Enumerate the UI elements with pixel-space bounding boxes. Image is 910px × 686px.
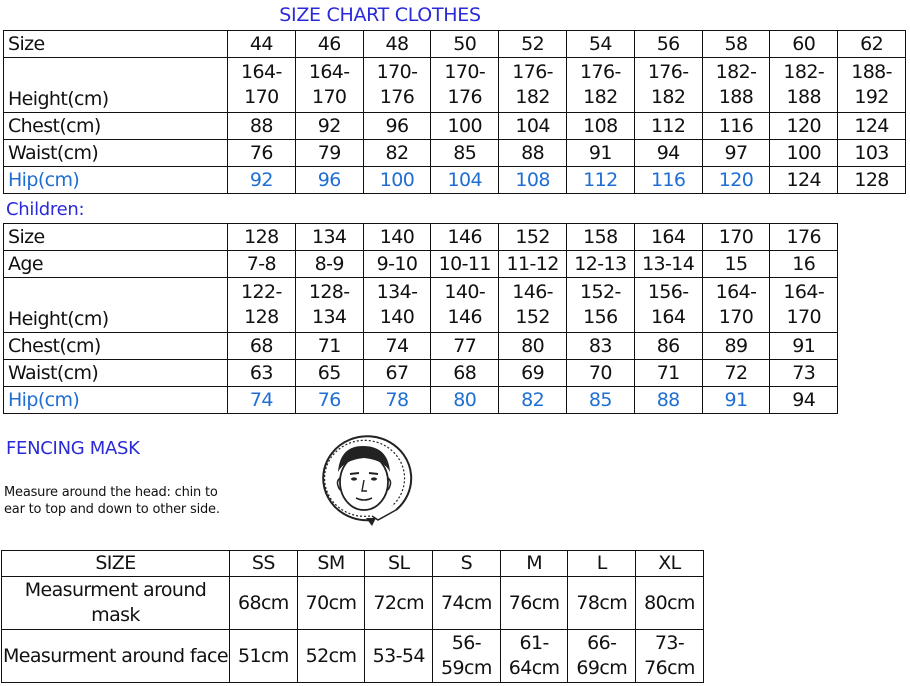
mask-cell: 52cm — [297, 630, 365, 683]
mask-cell: 72cm — [365, 577, 433, 630]
adult-size-table — [3, 30, 906, 194]
adult-table-cell: 182- 188 — [702, 58, 770, 113]
mask-cell: 61- 64cm — [500, 630, 568, 683]
adult-table-cell: 96 — [295, 167, 363, 194]
children-table-cell: 122- 128 — [228, 278, 296, 333]
mask-cell: 76cm — [500, 577, 568, 630]
adult-table-cell: 124 — [770, 167, 838, 194]
children-table-cell: 140- 146 — [431, 278, 499, 333]
adult-table-cell: 88 — [499, 140, 567, 167]
children-table-cell: 86 — [634, 333, 702, 360]
children-table-cell: 13-14 — [634, 251, 702, 278]
adult-table-cell: 100 — [770, 140, 838, 167]
adult-table-cell: 96 — [363, 113, 431, 140]
adult-table-cell: 94 — [634, 140, 702, 167]
mask-cell: 78cm — [568, 577, 636, 630]
children-table-row-label: Hip(cm) — [4, 387, 228, 414]
children-table-cell: 11-12 — [499, 251, 567, 278]
adult-table-cell: 82 — [363, 140, 431, 167]
mask-size-column-header: XL — [636, 551, 704, 577]
children-table-cell: 78 — [363, 387, 431, 414]
children-table-cell: 176 — [770, 224, 838, 251]
adult-table-cell: 120 — [770, 113, 838, 140]
adult-table-row — [4, 58, 906, 113]
adult-table-cell: 54 — [566, 31, 634, 58]
adult-table-cell: 170- 176 — [431, 58, 499, 113]
children-table-cell: 128- 134 — [295, 278, 363, 333]
adult-table-cell: 176- 182 — [634, 58, 702, 113]
children-table-cell: 156- 164 — [634, 278, 702, 333]
adult-table-cell: 112 — [566, 167, 634, 194]
adult-table-cell: 164- 170 — [295, 58, 363, 113]
children-table-row — [4, 224, 838, 251]
adult-table-cell: 108 — [566, 113, 634, 140]
children-table-cell: 146- 152 — [499, 278, 567, 333]
children-table-cell: 170 — [702, 224, 770, 251]
adult-table-cell: 124 — [838, 113, 906, 140]
adult-table-cell: 182- 188 — [770, 58, 838, 113]
children-table-cell: 85 — [566, 387, 634, 414]
children-table-cell: 152- 156 — [566, 278, 634, 333]
children-table-cell: 94 — [770, 387, 838, 414]
adult-table-row-label: Hip(cm) — [4, 167, 228, 194]
adult-table-cell: 120 — [702, 167, 770, 194]
adult-table-cell: 116 — [702, 113, 770, 140]
adult-table-cell: 76 — [228, 140, 296, 167]
children-table-row — [4, 278, 838, 333]
mask-size-column-header: L — [568, 551, 636, 577]
children-table-cell: 134 — [295, 224, 363, 251]
adult-table-row — [4, 31, 906, 58]
measure-instruction: Measure around the head: chin to ear to top and down to other side. — [4, 485, 220, 517]
children-table-cell: 71 — [295, 333, 363, 360]
mask-cell: 73- 76cm — [636, 630, 704, 683]
children-table-cell: 73 — [770, 360, 838, 387]
children-table-cell: 74 — [228, 387, 296, 414]
children-table-cell: 80 — [499, 333, 567, 360]
children-table-cell: 146 — [431, 224, 499, 251]
children-table-cell: 134- 140 — [363, 278, 431, 333]
adult-table-cell: 108 — [499, 167, 567, 194]
children-table-cell: 71 — [634, 360, 702, 387]
children-table-cell: 69 — [499, 360, 567, 387]
adult-table-cell: 100 — [363, 167, 431, 194]
children-table-cell: 164 — [634, 224, 702, 251]
children-table-row — [4, 387, 838, 414]
mask-header-row — [2, 551, 704, 577]
children-table-row-label: Height(cm) — [4, 278, 228, 333]
children-table-cell: 140 — [363, 224, 431, 251]
adult-table-row — [4, 140, 906, 167]
mask-size-column-header: SL — [365, 551, 433, 577]
children-table-cell: 164- 170 — [702, 278, 770, 333]
children-table-cell: 15 — [702, 251, 770, 278]
children-table-row — [4, 360, 838, 387]
adult-table-cell: 128 — [838, 167, 906, 194]
children-table-cell: 128 — [228, 224, 296, 251]
mask-size-column-header: S — [433, 551, 501, 577]
children-table-row — [4, 333, 838, 360]
children-table-cell: 76 — [295, 387, 363, 414]
children-table-cell: 68 — [228, 333, 296, 360]
children-table-cell: 158 — [566, 224, 634, 251]
adult-table-cell: 176- 182 — [499, 58, 567, 113]
adult-table-cell: 104 — [499, 113, 567, 140]
mask-row-label: Measurment around face — [2, 630, 230, 683]
adult-table-cell: 60 — [770, 31, 838, 58]
adult-table-cell: 46 — [295, 31, 363, 58]
children-table-cell: 82 — [499, 387, 567, 414]
children-table-cell: 16 — [770, 251, 838, 278]
adult-table-row-label: Size — [4, 31, 228, 58]
adult-table-cell: 91 — [566, 140, 634, 167]
adult-table-cell: 44 — [228, 31, 296, 58]
mask-cell: 74cm — [433, 577, 501, 630]
mask-cell: 56- 59cm — [433, 630, 501, 683]
mask-size-column-header: SS — [230, 551, 298, 577]
adult-table-row-label: Chest(cm) — [4, 113, 228, 140]
children-table-cell: 10-11 — [431, 251, 499, 278]
page-title: SIZE CHART CLOTHES — [279, 4, 481, 26]
adult-table-row — [4, 113, 906, 140]
children-table-cell: 12-13 — [566, 251, 634, 278]
adult-table-cell: 97 — [702, 140, 770, 167]
children-table-cell: 91 — [770, 333, 838, 360]
fencing-mask-size-table — [1, 550, 704, 683]
mask-cell: 70cm — [297, 577, 365, 630]
children-table-cell: 91 — [702, 387, 770, 414]
children-table-cell: 77 — [431, 333, 499, 360]
adult-table-cell: 164- 170 — [228, 58, 296, 113]
adult-table-cell: 56 — [634, 31, 702, 58]
adult-table-cell: 50 — [431, 31, 499, 58]
adult-table-cell: 88 — [228, 113, 296, 140]
mask-size-header: SIZE — [2, 551, 230, 577]
adult-table-cell: 176- 182 — [566, 58, 634, 113]
mask-row-label: Measurment around mask — [2, 577, 230, 630]
children-table-cell: 152 — [499, 224, 567, 251]
adult-table-cell: 104 — [431, 167, 499, 194]
children-table-row — [4, 251, 838, 278]
adult-table-row-label: Height(cm) — [4, 58, 228, 113]
children-table-cell: 72 — [702, 360, 770, 387]
mask-cell: 53-54 — [365, 630, 433, 683]
children-table-row-label: Age — [4, 251, 228, 278]
adult-table-cell: 100 — [431, 113, 499, 140]
adult-table-row — [4, 167, 906, 194]
mask-row — [2, 630, 704, 683]
children-table-cell: 80 — [431, 387, 499, 414]
children-table-cell: 89 — [702, 333, 770, 360]
adult-table-cell: 170- 176 — [363, 58, 431, 113]
children-table-cell: 74 — [363, 333, 431, 360]
children-table-cell: 63 — [228, 360, 296, 387]
mask-cell: 68cm — [230, 577, 298, 630]
adult-table-cell: 62 — [838, 31, 906, 58]
children-table-cell: 65 — [295, 360, 363, 387]
children-table-cell: 70 — [566, 360, 634, 387]
children-table-row-label: Waist(cm) — [4, 360, 228, 387]
adult-table-row-label: Waist(cm) — [4, 140, 228, 167]
adult-table-cell: 188- 192 — [838, 58, 906, 113]
adult-table-cell: 79 — [295, 140, 363, 167]
children-table-cell: 83 — [566, 333, 634, 360]
adult-table-cell: 116 — [634, 167, 702, 194]
adult-table-cell: 85 — [431, 140, 499, 167]
mask-size-column-header: M — [500, 551, 568, 577]
children-table-cell: 8-9 — [295, 251, 363, 278]
mask-cell: 51cm — [230, 630, 298, 683]
children-table-cell: 68 — [431, 360, 499, 387]
adult-table-cell: 52 — [499, 31, 567, 58]
children-heading: Children: — [6, 199, 85, 220]
children-table-cell: 9-10 — [363, 251, 431, 278]
children-table-row-label: Chest(cm) — [4, 333, 228, 360]
adult-table-cell: 92 — [228, 167, 296, 194]
face-with-measuring-tape-icon — [308, 432, 420, 532]
adult-table-cell: 112 — [634, 113, 702, 140]
adult-table-cell: 58 — [702, 31, 770, 58]
children-table-cell: 164- 170 — [770, 278, 838, 333]
mask-cell: 66- 69cm — [568, 630, 636, 683]
children-table-row-label: Size — [4, 224, 228, 251]
adult-table-cell: 92 — [295, 113, 363, 140]
adult-table-cell: 48 — [363, 31, 431, 58]
fencing-mask-heading: FENCING MASK — [6, 438, 140, 459]
mask-row — [2, 577, 704, 630]
children-table-cell: 67 — [363, 360, 431, 387]
mask-cell: 80cm — [636, 577, 704, 630]
children-table-cell: 88 — [634, 387, 702, 414]
mask-size-column-header: SM — [297, 551, 365, 577]
children-size-table — [3, 223, 838, 414]
children-table-cell: 7-8 — [228, 251, 296, 278]
adult-table-cell: 103 — [838, 140, 906, 167]
